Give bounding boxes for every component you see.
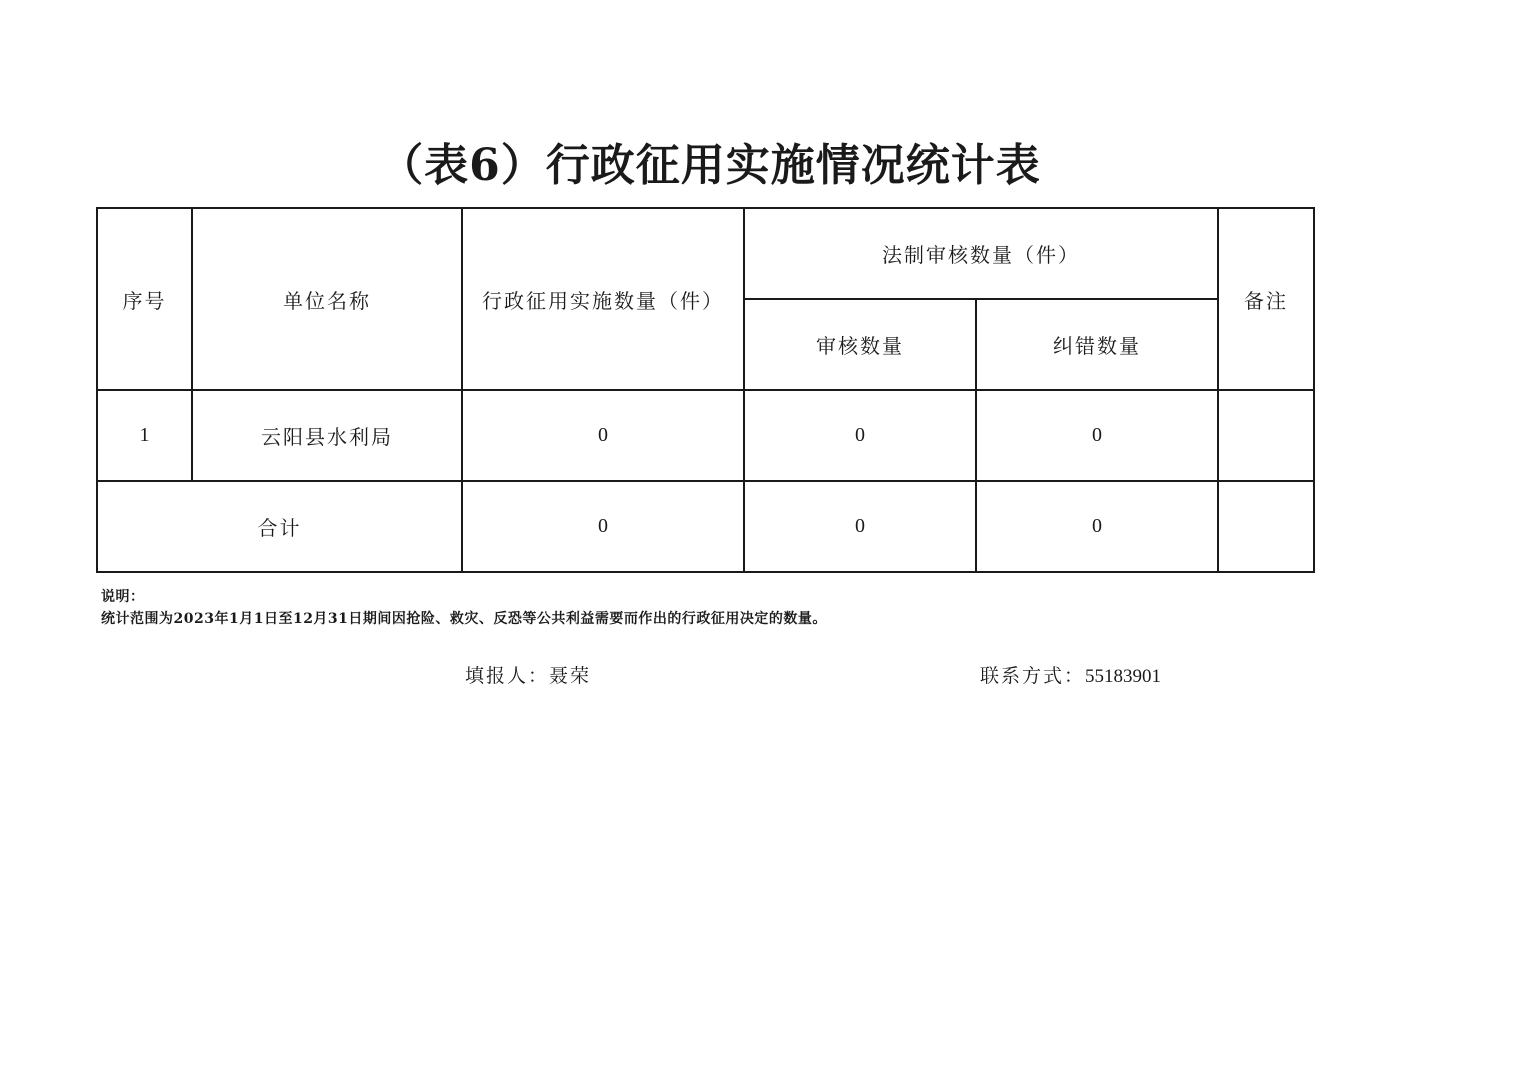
statistics-table (96, 207, 1315, 573)
header-implementation-count: 行政征用实施数量（件） (462, 208, 744, 390)
header-correction-count: 纠错数量 (976, 299, 1218, 390)
cell-unit-name: 云阳县水利局 (192, 390, 462, 481)
contact-info (980, 661, 1161, 688)
header-remarks: 备注 (1218, 208, 1314, 390)
total-review-count: 0 (744, 481, 976, 572)
filler-name: 聂荣 (549, 665, 592, 687)
filler-label: 填报人： (465, 665, 550, 687)
contact-label: 联系方式： (980, 665, 1086, 687)
header-legal-review-group: 法制审核数量（件） (744, 208, 1218, 299)
notes-text: 统计范围为2023年1月1日至12月31日期间因抢险、救灾、反恐等公共利益需要而作出的行政征用决定的数量。 (101, 611, 827, 627)
page-title: （表6）行政征用实施情况统计表 (379, 140, 1041, 191)
total-row (97, 481, 1314, 572)
cell-implementation-count: 0 (462, 390, 744, 481)
total-correction-count: 0 (976, 481, 1218, 572)
total-remarks (1218, 481, 1314, 572)
filler-info (465, 661, 591, 688)
contact-phone: 55183901 (1085, 666, 1162, 687)
notes-heading: 说明： (101, 589, 145, 605)
table-row (97, 390, 1314, 481)
cell-review-count: 0 (744, 390, 976, 481)
notes-section (101, 586, 827, 630)
total-label: 合计 (97, 481, 462, 572)
header-index: 序号 (97, 208, 192, 390)
header-row-1 (97, 208, 1314, 299)
header-review-count: 审核数量 (744, 299, 976, 390)
cell-index: 1 (97, 390, 192, 481)
total-implementation-count: 0 (462, 481, 744, 572)
cell-remarks (1218, 390, 1314, 481)
header-unit-name: 单位名称 (192, 208, 462, 390)
cell-correction-count: 0 (976, 390, 1218, 481)
